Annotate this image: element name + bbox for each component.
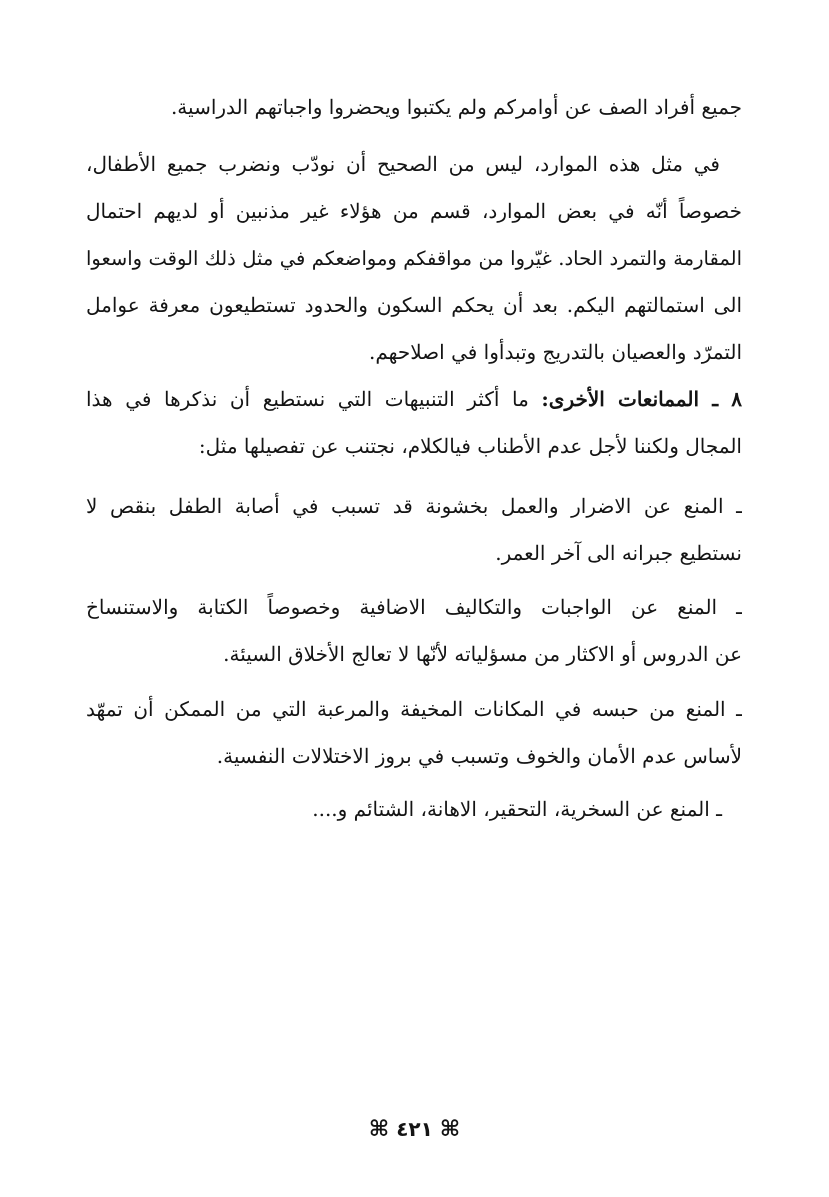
- text-line: ـ المنع من حبسه في المكانات المخيفة والمرعبة التي من الممكن أن تمهّد: [86, 697, 742, 721]
- text-line: نستطيع جبرانه الى آخر العمر.: [495, 541, 742, 565]
- page-number-footer: [0, 1117, 829, 1142]
- text-fragment: ما أكثر التنبيهات التي نستطيع أن نذكرها في هذا: [86, 387, 542, 411]
- page-number: ٤٢١: [396, 1117, 433, 1141]
- paragraph-continuation: [86, 84, 742, 131]
- ornament-icon: ⌘: [368, 1117, 390, 1142]
- ornament-icon: ⌘: [439, 1117, 461, 1142]
- text-line: عن الدروس أو الاكثار من مسؤلياته لأنّها لا تعالج الأخلاق السيئة.: [223, 642, 742, 666]
- text-line: ـ المنع عن الاضرار والعمل بخشونة قد تسبب في أصابة الطفل بنقص لا: [86, 494, 742, 518]
- text-line: لأساس عدم الأمان والخوف وتسبب في بروز الاختلالات النفسية.: [216, 744, 742, 768]
- list-item-mockery: [86, 786, 742, 833]
- text-line: التمرّد والعصيان بالتدريج وتبدأوا في اصلاحهم.: [369, 340, 742, 364]
- text-line: جميع أفراد الصف عن أوامركم ولم يكتبوا ويحضروا واجباتهم الدراسية.: [170, 95, 742, 119]
- text-line: في مثل هذه الموارد، ليس من الصحيح أن نودّب ونضرب جميع الأطفال،: [86, 152, 720, 176]
- list-item-extra-homework: [86, 584, 742, 678]
- paragraph-classroom-discipline: [86, 141, 742, 376]
- list-item-confinement: [86, 686, 742, 780]
- text-line: ـ المنع عن السخرية، التحقير، الاهانة، الشتائم و....: [312, 797, 722, 821]
- section-heading: ٨ ـ الممانعات الأخرى:: [541, 387, 742, 411]
- list-item-harm: [86, 483, 742, 577]
- text-line: [86, 376, 742, 423]
- text-line: المقارمة والتمرد الحاد. غيّروا من مواقفكم ومواضعكم في مثل ذلك الوقت واسعوا: [86, 247, 742, 270]
- text-line: الى استمالتهم اليكم. بعد أن يحكم السكون والحدود تستطيعون معرفة عوامل: [86, 293, 742, 317]
- text-line: ـ المنع عن الواجبات والتكاليف الاضافية وخصوصاً الكتابة والاستنساخ: [86, 595, 742, 619]
- paragraph-other-prohibitions: [86, 376, 742, 470]
- text-line: المجال ولكننا لأجل عدم الأطناب فيالكلام، نجتنب عن تفصيلها مثل:: [198, 434, 742, 458]
- text-line: خصوصاً أنّه في بعض الموارد، قسم من هؤلاء غير مذنبين أو لديهم احتمال: [86, 199, 742, 223]
